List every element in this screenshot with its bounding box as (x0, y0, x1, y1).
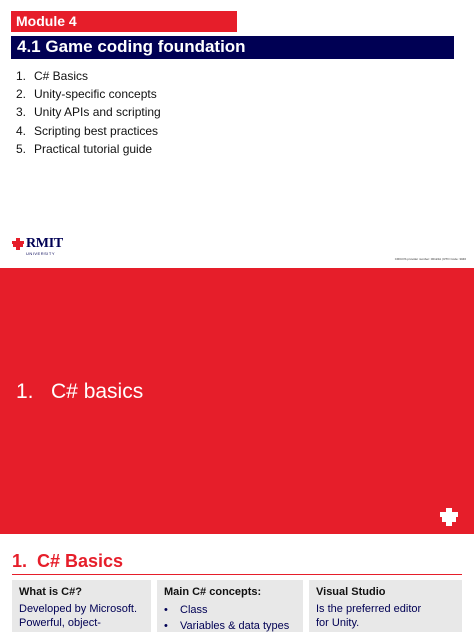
panel-line: Powerful, object- (19, 617, 101, 629)
agenda-item: 4. Scripting best practices (16, 123, 159, 138)
slide-csharp-basics (0, 536, 474, 632)
agenda-list (16, 68, 161, 159)
agenda-item: 1. C# Basics (16, 69, 89, 83)
panel-line: Developed by Microsoft. (19, 603, 137, 615)
info-panel-main-concepts (157, 580, 303, 632)
panel-heading: Main C# concepts: (164, 586, 262, 598)
bullet-icon: • (164, 604, 168, 616)
agenda-item: 3. Unity APIs and scripting (16, 105, 161, 120)
panel-heading: What is C#? (19, 586, 82, 598)
slide-title: 1. C# Basics (12, 551, 124, 571)
concepts-list (164, 602, 296, 632)
title-divider (12, 574, 462, 575)
list-item: • Variables & data types (164, 620, 290, 632)
agenda-item: 2. Unity-specific concepts (16, 87, 157, 102)
logo-subtext: UNIVERSITY (26, 251, 56, 256)
agenda-item: 5. Practical tutorial guide (16, 141, 153, 156)
cricos-footnote: CRICOS provider number: 00122A | RTO Code: 3046 (394, 257, 466, 261)
slide-module-overview (0, 0, 474, 266)
bullet-icon: • (164, 620, 168, 632)
panel-line: Is the preferred editor (316, 603, 422, 615)
module-label: Module 4 (16, 13, 77, 29)
rmit-pixel-logo-icon (12, 238, 24, 250)
panel-line: for Unity. (316, 617, 360, 629)
rmit-corner-logo-icon (440, 508, 458, 526)
slide-title-bar (11, 36, 454, 59)
rmit-logo (12, 237, 63, 256)
section-title: 1. C# basics (16, 380, 144, 403)
list-item: • Class (164, 604, 208, 616)
slide-title: 4.1 Game coding foundation (17, 37, 246, 56)
info-panel-visual-studio (309, 580, 462, 632)
slide-section-divider (0, 268, 474, 534)
panel-heading: Visual Studio (316, 586, 386, 598)
module-label-bar (11, 11, 237, 32)
logo-wordmark: RMIT (26, 236, 63, 251)
info-panel-what-is-csharp (12, 580, 151, 632)
